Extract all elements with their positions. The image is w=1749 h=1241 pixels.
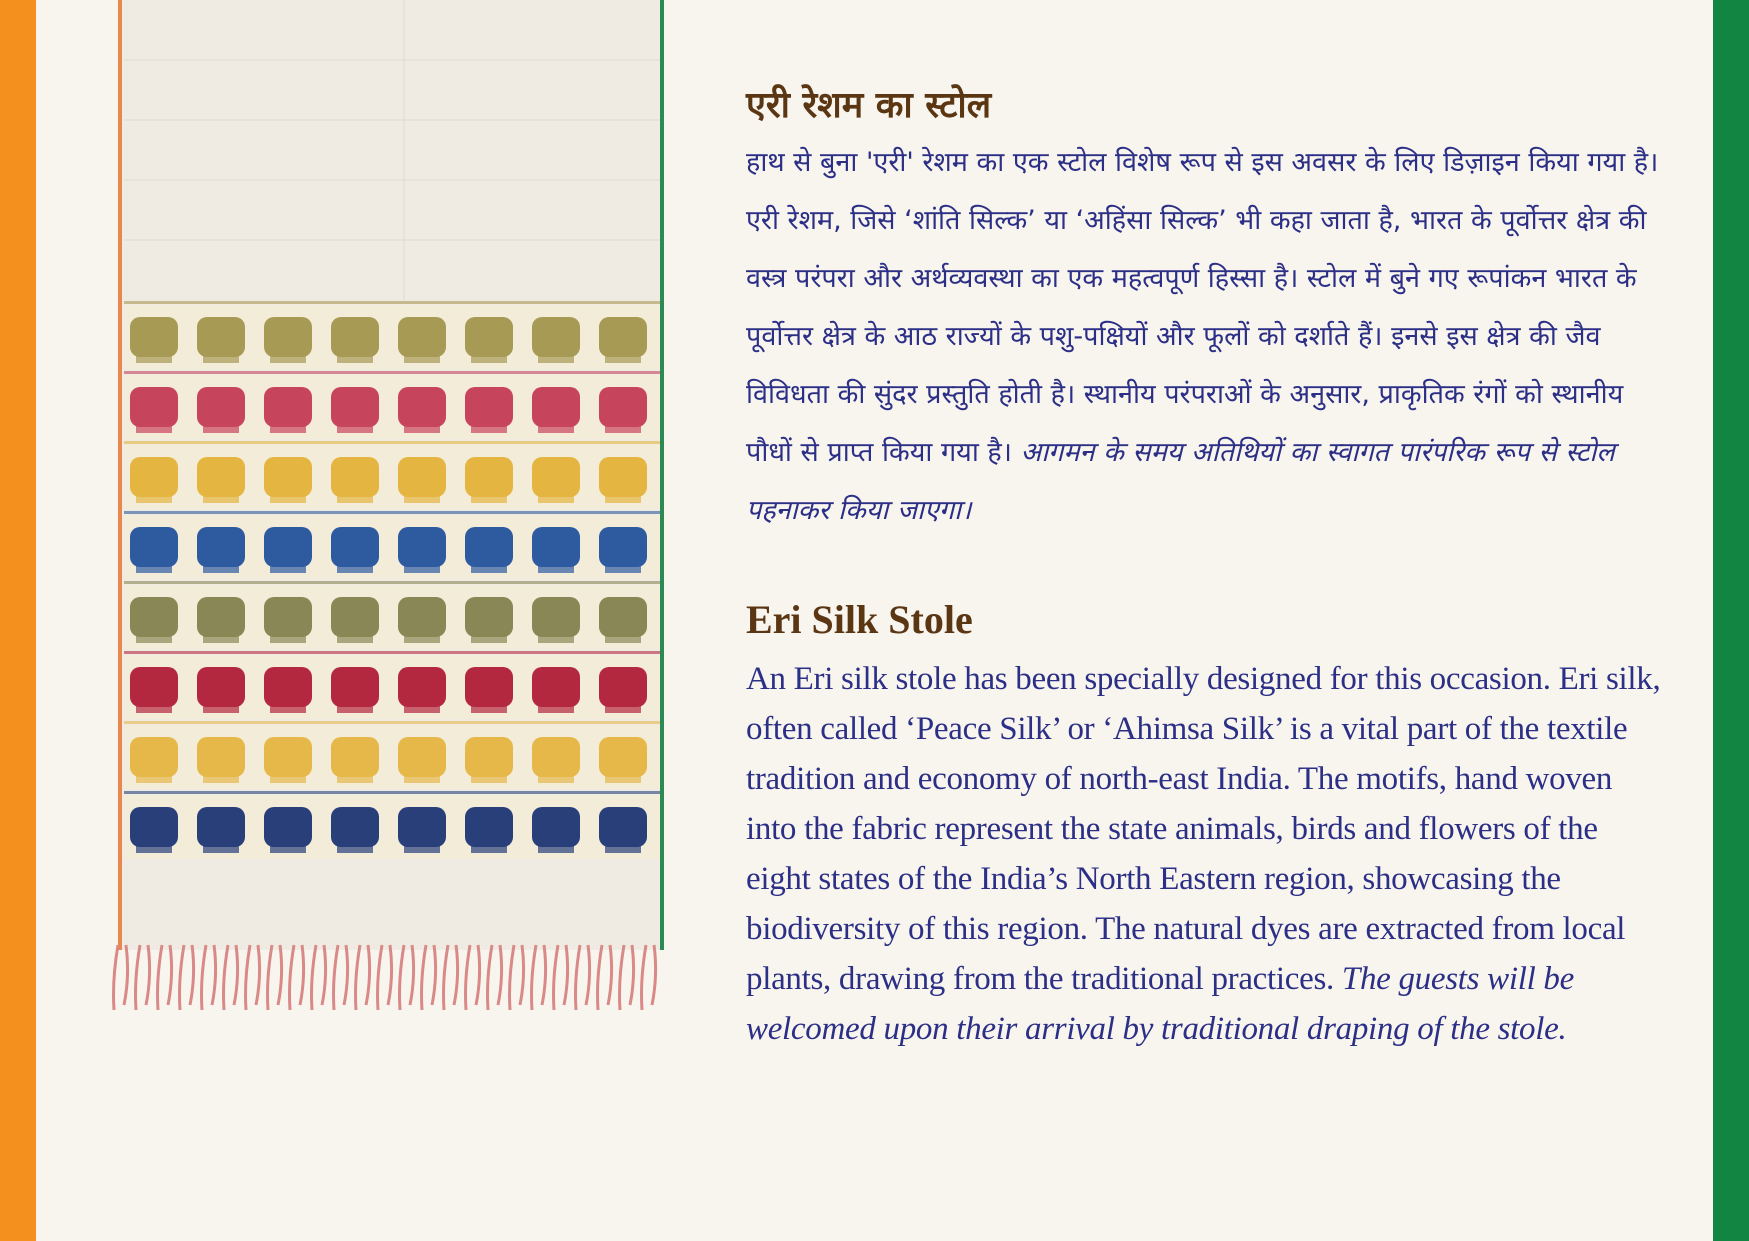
english-body (746, 654, 1666, 1054)
motif-shape (130, 457, 178, 497)
motif-shape (130, 317, 178, 357)
motif-detail (471, 705, 507, 713)
motif-detail (605, 775, 641, 783)
motif-shape (599, 737, 647, 777)
motif-detail (337, 495, 373, 503)
motif-detail (270, 425, 306, 433)
motif-border (124, 371, 660, 374)
hindi-title: एरी रेशम का स्टोल (746, 85, 992, 126)
motif-detail (203, 495, 239, 503)
motif-shape (398, 457, 446, 497)
motif-shape (398, 597, 446, 637)
motif-detail (203, 845, 239, 853)
motif-shape (532, 387, 580, 427)
motif-shape (532, 737, 580, 777)
motif-detail (471, 635, 507, 643)
motif-shape (130, 807, 178, 847)
fringe-tassel (224, 945, 238, 1010)
motif-shape (398, 667, 446, 707)
fringe-tassel (246, 945, 260, 1010)
motif-detail (538, 355, 574, 363)
motif-shape (398, 737, 446, 777)
motif-shape (130, 737, 178, 777)
fringe-tassel (312, 945, 326, 1010)
motif-detail (270, 775, 306, 783)
motif-shape (599, 317, 647, 357)
motif-detail (471, 565, 507, 573)
fringe-tassel (576, 945, 590, 1010)
motif-shape (264, 667, 312, 707)
motif-shape (264, 807, 312, 847)
motif-shape (465, 737, 513, 777)
motif-detail (136, 355, 172, 363)
motif-shape (398, 527, 446, 567)
motif-detail (605, 355, 641, 363)
motif-detail (404, 705, 440, 713)
motif-shape (197, 807, 245, 847)
motif-detail (337, 775, 373, 783)
motif-shape (532, 457, 580, 497)
stole-image (104, 0, 664, 1015)
motif-shape (599, 597, 647, 637)
motif-shape (599, 457, 647, 497)
motif-detail (270, 845, 306, 853)
motif-shape (264, 387, 312, 427)
motif-detail (538, 775, 574, 783)
motif-border (124, 301, 660, 304)
saffron-border (0, 0, 36, 1241)
fringe-tassel (136, 945, 150, 1010)
motif-shape (599, 527, 647, 567)
motif-detail (605, 495, 641, 503)
motif-shape (465, 387, 513, 427)
motif-shape (264, 527, 312, 567)
motif-detail (337, 565, 373, 573)
motif-detail (136, 425, 172, 433)
stole-edge-green (660, 0, 664, 950)
motif-detail (404, 355, 440, 363)
fringe-tassel (488, 945, 502, 1010)
motif-border (124, 511, 660, 514)
motif-shape (599, 667, 647, 707)
motif-detail (471, 775, 507, 783)
motif-detail (136, 495, 172, 503)
motif-shape (264, 457, 312, 497)
motif-shape (398, 807, 446, 847)
motif-detail (270, 635, 306, 643)
motif-detail (337, 355, 373, 363)
fringe-tassel (378, 945, 392, 1010)
motif-shape (197, 387, 245, 427)
motif-shape (197, 457, 245, 497)
hindi-body-text: हाथ से बुना 'एरी' रेशम का एक स्टोल विशेष रूप से इस अवसर के लिए डिज़ाइन किया गया है। एरी रेशम, जिसे ‘शांति सिल्क’ या ‘अहिंसा सिल्क’ भी कहा जाता है, भारत के पूर्वोत्तर क्षेत्र की वस्त्र परंपरा और अर्थव्यवस्था का एक महत्वपूर्ण हिस्सा है। स्टोल में बुने गए रूपांकन भारत के पूर्वोत्तर क्षेत्र के आठ राज्यों के पशु-पक्षियों और फूलों को दर्शाते हैं। इनसे इस क्षेत्र की जैव विविधता की सुंदर प्रस्तुति होती है। स्थानीय परंपराओं के अनुसार, प्राकृतिक रंगों को स्थानीय पौधों से प्राप्त किया गया है। (746, 147, 1659, 468)
motif-shape (465, 527, 513, 567)
motif-shape (465, 597, 513, 637)
motif-detail (136, 705, 172, 713)
motif-detail (605, 425, 641, 433)
motif-detail (404, 635, 440, 643)
motif-detail (538, 635, 574, 643)
motif-detail (203, 705, 239, 713)
hindi-body-italic: आगमन के समय अतिथियों का स्वागत पारंपरिक रूप से स्टोल पहनाकर किया जाएगा। (746, 437, 1615, 526)
fringe-tassel (114, 945, 128, 1010)
fringe-tassel (202, 945, 216, 1010)
motif-shape (599, 807, 647, 847)
motif-shape (130, 527, 178, 567)
motif-detail (203, 565, 239, 573)
text-column (746, 78, 1666, 1054)
motif-detail (337, 425, 373, 433)
motif-detail (270, 495, 306, 503)
motif-border (124, 791, 660, 794)
motif-detail (136, 565, 172, 573)
motif-shape (197, 737, 245, 777)
motif-detail (471, 845, 507, 853)
motif-shape (532, 807, 580, 847)
motif-shape (465, 807, 513, 847)
motif-detail (538, 425, 574, 433)
motif-detail (270, 565, 306, 573)
motif-shape (331, 317, 379, 357)
fringe-tassel (268, 945, 282, 1010)
motif-shape (331, 737, 379, 777)
motif-detail (337, 705, 373, 713)
motif-shape (465, 317, 513, 357)
motif-detail (136, 845, 172, 853)
motif-border (124, 581, 660, 584)
motif-detail (538, 705, 574, 713)
motif-shape (197, 527, 245, 567)
motif-shape (130, 597, 178, 637)
fringe-tassel (620, 945, 634, 1010)
fringe-tassel (400, 945, 414, 1010)
english-body-italic: The guests will be welcomed upon their arrival by traditional draping of the stole. (746, 961, 1574, 1047)
stole-edge-orange (118, 0, 122, 950)
english-body-text: An Eri silk stole has been specially designed for this occasion. Eri silk, often called ‘Peace Silk’ or ‘Ahimsa Silk’ is a vital part of the textile tradition and economy of north-east India. The motifs, hand woven into the fabric represent the state animals, birds and flowers of the eight states of the India’s North Eastern region, showcasing the biodiversity of this region. The natural dyes are extracted from local plants, drawing from the traditional practices. (746, 661, 1661, 997)
fringe-tassel (356, 945, 370, 1010)
stole-fringe (114, 945, 656, 1010)
motif-detail (203, 425, 239, 433)
motif-shape (130, 387, 178, 427)
fringe-tassel (158, 945, 172, 1010)
motif-shape (398, 387, 446, 427)
fringe-tassel (466, 945, 480, 1010)
motif-shape (197, 667, 245, 707)
motif-shape (331, 667, 379, 707)
motif-shape (264, 737, 312, 777)
motif-detail (538, 845, 574, 853)
motif-border (124, 441, 660, 444)
motif-shape (465, 457, 513, 497)
motif-detail (404, 845, 440, 853)
motif-detail (404, 565, 440, 573)
fringe-tassel (642, 945, 656, 1010)
fringe-tassel (290, 945, 304, 1010)
motif-shape (331, 457, 379, 497)
motif-detail (471, 425, 507, 433)
motif-detail (605, 705, 641, 713)
motif-detail (404, 425, 440, 433)
fringe-tassel (510, 945, 524, 1010)
motif-detail (471, 495, 507, 503)
motif-detail (605, 845, 641, 853)
motif-shape (398, 317, 446, 357)
motif-shape (599, 387, 647, 427)
motif-shape (130, 667, 178, 707)
motif-shape (532, 317, 580, 357)
motif-shape (532, 667, 580, 707)
motif-shape (331, 807, 379, 847)
motif-shape (331, 527, 379, 567)
motif-border (124, 721, 660, 724)
motif-detail (203, 355, 239, 363)
motif-detail (337, 845, 373, 853)
motif-detail (136, 775, 172, 783)
fringe-tassel (598, 945, 612, 1010)
green-border (1713, 0, 1749, 1241)
motif-shape (331, 597, 379, 637)
hindi-body (746, 134, 1666, 540)
motif-detail (203, 635, 239, 643)
english-title: Eri Silk Stole (746, 597, 973, 642)
fringe-tassel (334, 945, 348, 1010)
motif-detail (538, 495, 574, 503)
motif-detail (203, 775, 239, 783)
motif-detail (136, 635, 172, 643)
motif-detail (404, 775, 440, 783)
motif-detail (471, 355, 507, 363)
motif-shape (197, 317, 245, 357)
motif-detail (605, 565, 641, 573)
fringe-tassel (180, 945, 194, 1010)
fringe-tassel (532, 945, 546, 1010)
motif-shape (532, 597, 580, 637)
motif-detail (404, 495, 440, 503)
motif-shape (331, 387, 379, 427)
fringe-tassel (422, 945, 436, 1010)
motif-shape (532, 527, 580, 567)
fringe-tassel (554, 945, 568, 1010)
motif-shape (264, 597, 312, 637)
motif-detail (270, 705, 306, 713)
motif-detail (538, 565, 574, 573)
motif-detail (605, 635, 641, 643)
motif-border (124, 651, 660, 654)
motif-shape (197, 597, 245, 637)
motif-shape (465, 667, 513, 707)
fringe-tassel (444, 945, 458, 1010)
motif-shape (264, 317, 312, 357)
motif-detail (270, 355, 306, 363)
motif-detail (337, 635, 373, 643)
